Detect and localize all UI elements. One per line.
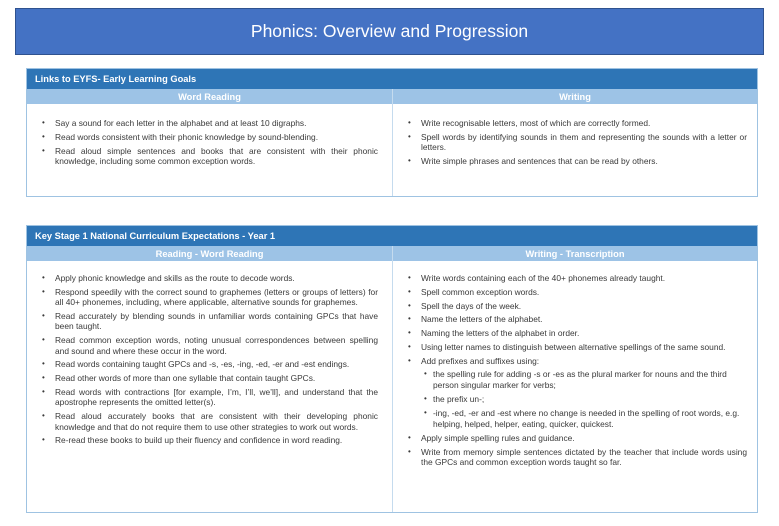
ks1-columns <box>27 246 757 512</box>
list-item: • Read other words of more than one syllable that contain taught GPCs. <box>35 373 378 383</box>
eyfs-word-reading-column <box>27 89 392 196</box>
sub-list-item: • -ing, -ed, -er and -est where no change is needed in the spelling of root words, e.g. helping, helped, helper, eating, quicker, quickest. <box>421 408 747 429</box>
list-item: • Spell common exception words. <box>401 287 747 297</box>
eyfs-word-reading-heading: Word Reading <box>27 89 392 104</box>
ks1-writing-column <box>392 246 757 512</box>
list-item: • Spell words by identifying sounds in them and representing the sounds with a letter or letters. <box>401 132 747 153</box>
eyfs-writing-column <box>392 89 757 196</box>
ks1-heading: Key Stage 1 National Curriculum Expectations - Year 1 <box>27 226 757 246</box>
list-item: • Read aloud accurately books that are consistent with their developing phonic knowledge and that do not require them to use other strategies to work out words. <box>35 411 378 432</box>
ks1-reading-heading: Reading - Word Reading <box>27 246 392 261</box>
list-item: • Write words containing each of the 40+ phonemes already taught. <box>401 273 747 283</box>
list-item: • Read common exception words, noting unusual correspondences between spelling and sound and where these occur in the word. <box>35 335 378 356</box>
list-item: • Naming the letters of the alphabet in order. <box>401 328 747 338</box>
list-item: • Say a sound for each letter in the alphabet and at least 10 digraphs. <box>35 118 378 128</box>
list-item: • Read words with contractions [for example, I’m, I’ll, we’ll], and understand that the apostrophe represents the omitted letter(s). <box>35 387 378 408</box>
list-item: • Read words containing taught GPCs and -s, -es, -ing, -ed, -er and -est endings. <box>35 359 378 369</box>
prefixes-suffixes-sublist <box>421 369 747 429</box>
sub-list-item: • the prefix un-; <box>421 394 747 404</box>
list-item: • Write simple phrases and sentences that can be read by others. <box>401 156 747 166</box>
eyfs-writing-heading: Writing <box>393 89 757 104</box>
ks1-reading-column <box>27 246 392 512</box>
list-item: • Respond speedily with the correct sound to graphemes (letters or groups of letters) for all 40+ phonemes, including, where applicable, alternative sounds for graphemes. <box>35 287 378 308</box>
list-item: • Read aloud simple sentences and books that are consistent with their phonic knowledge, including some common exception words. <box>35 146 378 167</box>
eyfs-panel <box>26 68 758 197</box>
list-item: • Write recognisable letters, most of which are correctly formed. <box>401 118 747 128</box>
list-item: • Apply simple spelling rules and guidance. <box>401 433 747 443</box>
list-item: • Apply phonic knowledge and skills as the route to decode words. <box>35 273 378 283</box>
list-item: • Spell the days of the week. <box>401 301 747 311</box>
list-item: • Read words consistent with their phonic knowledge by sound-blending. <box>35 132 378 142</box>
list-item: • Write from memory simple sentences dictated by the teacher that include words using the GPCs and common exception words taught so far. <box>401 447 747 468</box>
eyfs-word-reading-list <box>27 104 392 166</box>
list-item-prefixes-suffixes <box>401 356 747 429</box>
ks1-reading-list <box>27 261 392 446</box>
sub-list-item: • the spelling rule for adding -s or -es as the plural marker for nouns and the third person singular marker for verbs; <box>421 369 747 390</box>
list-item: • Name the letters of the alphabet. <box>401 314 747 324</box>
ks1-writing-heading: Writing - Transcription <box>393 246 757 261</box>
ks1-writing-list <box>393 261 757 468</box>
eyfs-writing-list <box>393 104 757 166</box>
prefixes-suffixes-label: Add prefixes and suffixes using: <box>421 355 540 366</box>
list-item: • Using letter names to distinguish between alternative spellings of the same sound. <box>401 342 747 352</box>
list-item: • Read accurately by blending sounds in unfamiliar words containing GPCs that have been taught. <box>35 311 378 332</box>
ks1-panel <box>26 225 758 513</box>
page-title: Phonics: Overview and Progression <box>250 21 529 41</box>
eyfs-columns <box>27 89 757 196</box>
list-item: • Re-read these books to build up their fluency and confidence in word reading. <box>35 435 378 445</box>
eyfs-heading: Links to EYFS- Early Learning Goals <box>27 69 757 89</box>
page-title-banner <box>15 8 764 55</box>
